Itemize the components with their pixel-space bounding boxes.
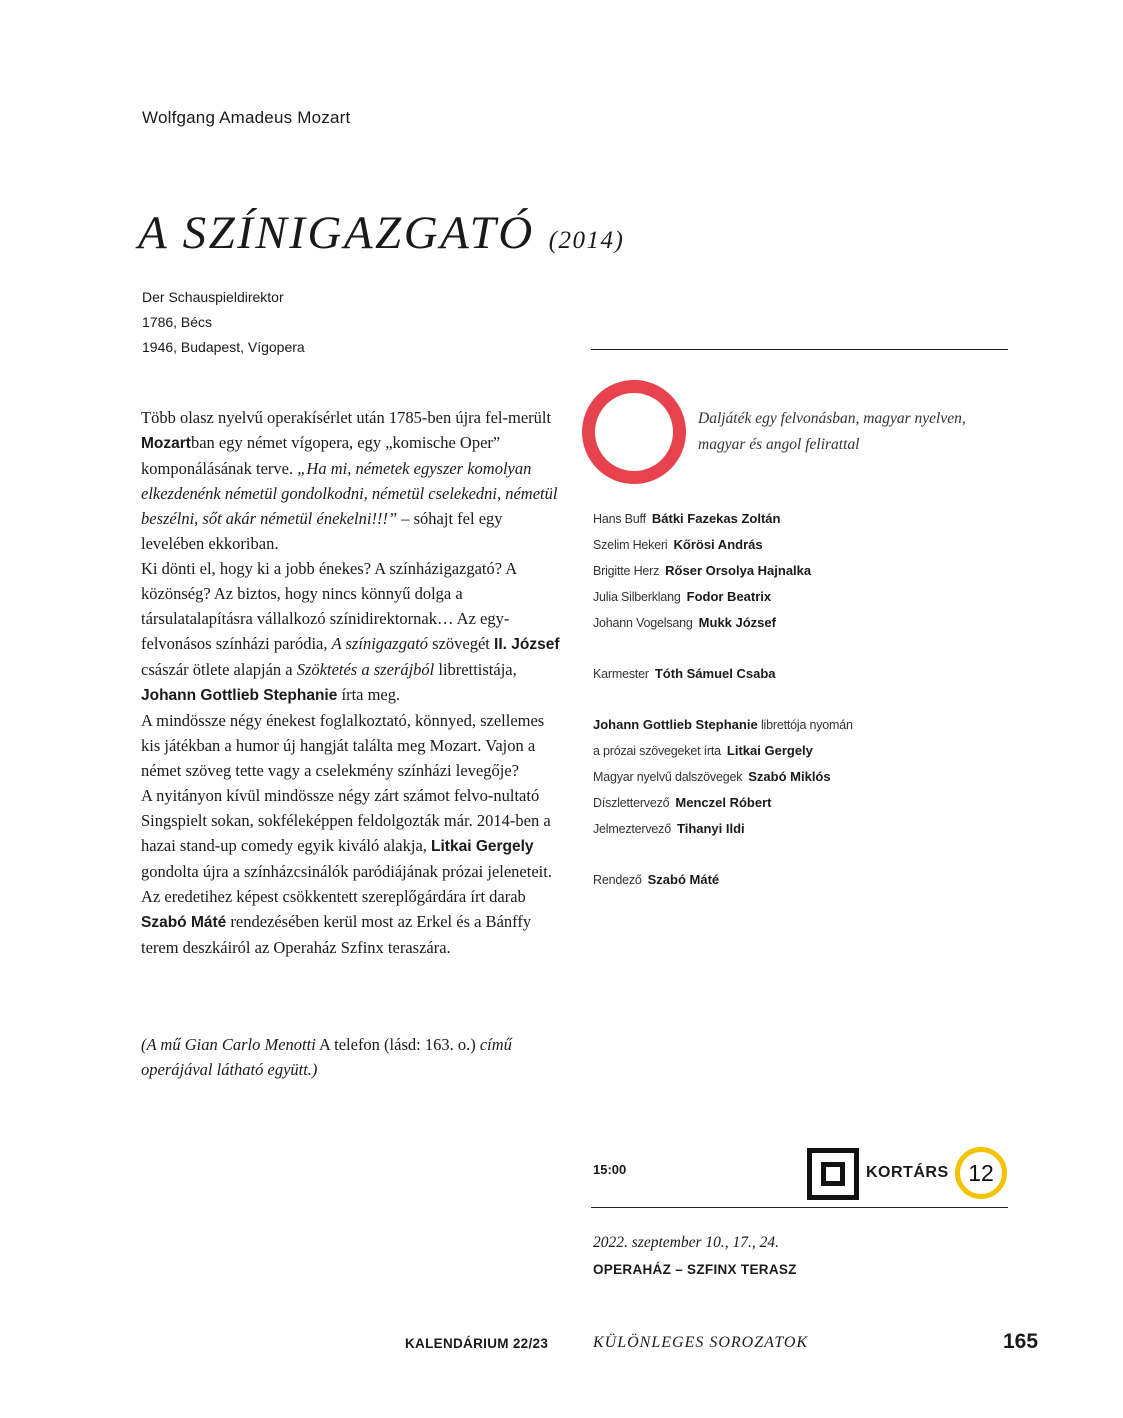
note-text: (A mű Gian Carlo Menotti A telefon (lásd: 163. o.) című operájával látható együtt.)	[141, 1035, 512, 1079]
page-number: 165	[1003, 1330, 1039, 1353]
series-label: KORTÁRS	[866, 1164, 949, 1181]
performance-dates: 2022. szeptember 10., 17., 24.	[593, 1234, 779, 1251]
genre-description: Daljáték egy felvonásban, magyar nyelven, magyar és angol felirattal	[698, 410, 966, 453]
credits-list	[593, 506, 1013, 893]
lyrics-row: Magyar nyelvű dalszövegek Szabó Miklós	[593, 769, 831, 784]
cast-row: Johann Vogelsang Mukk József	[593, 615, 776, 630]
work-meta	[142, 285, 305, 360]
venue: OPERAHÁZ – SZFINX TERASZ	[593, 1262, 797, 1277]
composer-name: Wolfgang Amadeus Mozart	[142, 108, 351, 127]
set-designer-row: Díszlettervező Menczel Róbert	[593, 795, 772, 810]
conductor-row: Karmester Tóth Sámuel Csaba	[593, 666, 776, 681]
age-rating-badge: 12	[955, 1147, 1007, 1199]
title-block	[138, 206, 624, 260]
divider-top	[591, 349, 1008, 350]
cast-row: Julia Silberklang Fodor Beatrix	[593, 589, 772, 604]
hungarian-premiere-info: 1946, Budapest, Vígopera	[142, 339, 305, 355]
costume-designer-row: Jelmeztervező Tihanyi Ildi	[593, 821, 745, 836]
paragraph: A mindössze négy énekest foglalkoztató, könnyed, szellemes kis játékban a humor új hangját találta meg Mozart. Vajon a német szöveg tette vagy a cselekmény színházi levegője?	[141, 711, 545, 780]
divider-bottom	[591, 1207, 1008, 1208]
premiere-info: 1786, Bécs	[142, 314, 213, 330]
paragraph: Több olasz nyelvű operakísérlet után 1785-ben újra fel-merült Mozartban egy német vígopera, egy „komische Oper” komponálásának terve. „Ha mi, németek egyszer komolyan elkezdenénk németül gondolkodni, németül cselekedni, németül beszélni, sőt akár németül énekelni!!!” – sóhajt fel egy levelében ekkoriban.	[141, 408, 558, 553]
paragraph: Ki dönti el, hogy ki a jobb énekes? A színházigazgató? A közönség? Az biztos, hogy nincs könnyű dolga a társulatalapításra vállalkozó színidirektornak… Az egy-felvonásos színházi paródia, A színigazgató szövegét II. József császár ötlete alapján a Szöktetés a szerájból librettistája, Johann Gottlieb Stephanie írta meg.	[141, 559, 560, 704]
page-title: A SZÍNIGAZGATÓ	[138, 207, 535, 259]
original-title: Der Schauspieldirektor	[142, 289, 284, 305]
footer-section: KÜLÖNLEGES SOROZATOK	[593, 1334, 809, 1351]
cast-row: Brigitte Herz Rőser Orsolya Hajnalka	[593, 563, 812, 578]
cast-row: Szelim Hekeri Kőrösi András	[593, 537, 763, 552]
title-year: (2014)	[548, 227, 625, 254]
footer-publication: KALENDÁRIUM 22/23	[405, 1336, 549, 1351]
description-text	[141, 405, 561, 960]
cast-row: Hans Buff Bátki Fazekas Zoltán	[593, 511, 781, 526]
performance-time: 15:00	[593, 1162, 627, 1177]
kortars-square-icon	[807, 1148, 859, 1200]
libretto-row: Johann Gottlieb Stephanie librettója nyomán	[593, 717, 853, 732]
director-row: Rendező Szabó Máté	[593, 872, 720, 887]
red-ring-icon	[582, 380, 686, 484]
paragraph: A nyitányon kívül mindössze négy zárt számot felvo-nultató Singspielt sokan, sokféleképpen feldolgozták már. 2014-ben a hazai stand-up comedy egyik kiváló alakja, Litkai Gergely gondolta újra a színházcsinálók paródiájának prózai jeleneteit. Az eredetihez képest csökkentett szereplőgárdára írt darab Szabó Máté rendezésében kerül most az Erkel és a Bánffy terem deszkáiról az Operaház Szfinx teraszára.	[141, 786, 552, 957]
prose-writer-row: a prózai szövegeket írta Litkai Gergely	[593, 743, 813, 758]
